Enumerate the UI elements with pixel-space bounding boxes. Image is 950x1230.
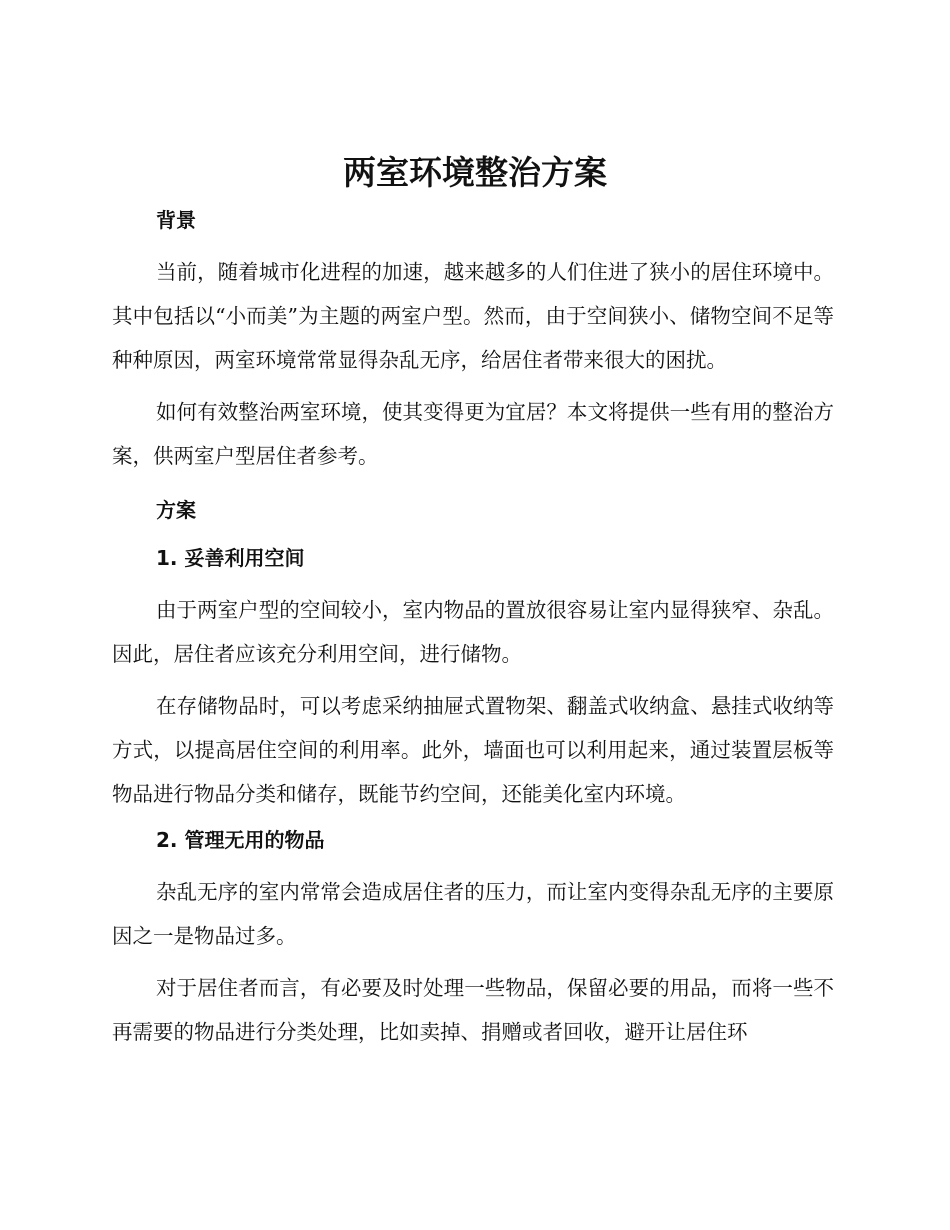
subsection-1-paragraph-2: 在存储物品时，可以考虑采纳抽屉式置物架、翻盖式收纳盒、悬挂式收纳等方式，以提高居住空间的利用率。此外，墙面也可以利用起来，通过装置层板等物品进行物品分类和储存，既能节约空间，还能美化室内环境。 bbox=[112, 694, 834, 806]
subsection-2-paragraph-2: 对于居住者而言，有必要及时处理一些物品，保留必要的用品，而将一些不再需要的物品进行分类处理，比如卖掉、捐赠或者回收，避开让居住环 bbox=[112, 976, 834, 1044]
document-title: 两室环境整治方案 bbox=[343, 153, 607, 192]
document-body bbox=[112, 196, 834, 1054]
background-paragraph-1: 当前，随着城市化进程的加速，越来越多的人们住进了狭小的居住环境中。其中包括以“小而美”为主题的两室户型。然而，由于空间狭小、储物空间不足等种种原因，两室环境常常显得杂乱无序，给居住者带来很大的困扰。 bbox=[112, 260, 834, 372]
subsection-2-paragraph-1: 杂乱无序的室内常常会造成居住者的压力，而让室内变得杂乱无序的主要原因之一是物品过多。 bbox=[112, 880, 834, 948]
background-paragraph-2: 如何有效整治两室环境，使其变得更为宜居？本文将提供一些有用的整治方案，供两室户型居住者参考。 bbox=[112, 400, 834, 468]
subsection-heading-1: 1. 妥善利用空间 bbox=[156, 546, 305, 570]
section-heading-plan: 方案 bbox=[156, 498, 196, 522]
subsection-1-paragraph-1: 由于两室户型的空间较小，室内物品的置放很容易让室内显得狭窄、杂乱。因此，居住者应该充分利用空间，进行储物。 bbox=[112, 598, 834, 666]
section-heading-background: 背景 bbox=[156, 208, 196, 232]
subsection-heading-2: 2. 管理无用的物品 bbox=[156, 828, 325, 852]
